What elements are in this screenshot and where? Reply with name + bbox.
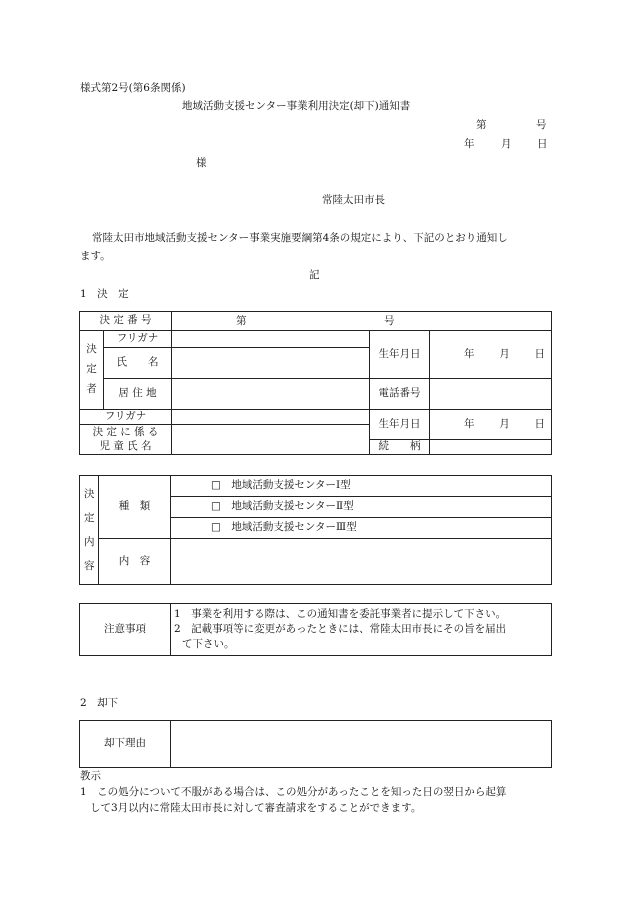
content-label: 決 定 内 容	[80, 476, 99, 585]
child-birth-date-cell[interactable]: 年 月 日	[430, 410, 552, 440]
addressee-suffix: 様	[196, 157, 207, 169]
issuer: 常陸太田市長	[322, 194, 385, 206]
type-option-1[interactable]: □ 地域活動支援センターⅠ型	[171, 476, 552, 497]
document-title: 地域活動支援センター事業利用決定(却下)通知書	[182, 100, 411, 112]
instruction-heading: 教示	[80, 770, 101, 782]
ki-marker: 記	[309, 269, 320, 281]
section2-heading: 2 却下	[80, 697, 119, 709]
child-furigana-label: フリガナ	[80, 410, 172, 425]
reason-label: 却下理由	[80, 721, 171, 768]
decision-no-prefix: 第	[236, 315, 247, 327]
child-birth-label: 生年月日	[370, 410, 430, 440]
detail-input[interactable]	[171, 539, 552, 585]
birth-date-cell[interactable]: 年 月 日	[430, 331, 552, 379]
birth-label: 生年月日	[370, 331, 430, 379]
child-name-label: 決 定 に 係 る 児 童 氏 名	[80, 425, 172, 455]
form-number: 様式第2号(第6条関係)	[80, 82, 186, 94]
phone-input[interactable]	[430, 379, 552, 410]
relation-label: 続 柄	[370, 440, 430, 455]
name-input[interactable]	[172, 348, 370, 379]
date-year: 年	[464, 138, 475, 150]
content-table	[79, 475, 552, 585]
notes-table	[79, 603, 552, 656]
instruction-line2: して3月以内に常陸太田市長に対して審査請求をすることができます。	[90, 802, 422, 814]
instruction-line1: 1 この処分について不服がある場合は、この処分があったことを知った日の翌日から起算	[80, 786, 507, 798]
rejection-table	[79, 720, 552, 768]
doc-number-prefix: 第	[476, 119, 487, 131]
notes-content	[171, 604, 552, 656]
doc-number-suffix: 号	[536, 119, 547, 131]
type-option-3[interactable]: □ 地域活動支援センターⅢ型	[171, 518, 552, 539]
address-input[interactable]	[172, 379, 370, 410]
decision-table	[79, 311, 552, 455]
body-text-line2: ます。	[80, 250, 111, 262]
note-2b: て下さい。	[182, 638, 235, 651]
section1-heading: 1 決 定	[80, 288, 129, 300]
note-2a: 2 記載事項等に変更があったときには、常陸太田市長にその旨を届出	[174, 622, 507, 635]
child-furigana-input[interactable]	[172, 410, 370, 425]
decision-no-suffix: 号	[384, 315, 395, 327]
date-day: 日	[537, 138, 548, 150]
decision-no-cell[interactable]	[172, 312, 552, 331]
address-label: 居 住 地	[104, 379, 172, 410]
type-label: 種 類	[99, 476, 171, 539]
reason-input[interactable]	[171, 721, 552, 768]
name-label: 氏 名	[104, 348, 172, 379]
detail-label: 内 容	[99, 539, 171, 585]
note-1: 1 事業を利用する際は、この通知書を委託事業者に提示して下さい。	[174, 607, 507, 620]
furigana-input[interactable]	[172, 331, 370, 348]
furigana-label: フリガナ	[104, 331, 172, 348]
body-text-line1: 常陸太田市地域活動支援センター事業実施要綱第4条の規定により、下記のとおり通知し	[92, 232, 508, 244]
decision-no-label: 決 定 番 号	[80, 312, 172, 331]
notes-label: 注意事項	[80, 604, 171, 656]
decided-person-label: 決 定 者	[80, 331, 104, 410]
phone-label: 電話番号	[370, 379, 430, 410]
type-option-2[interactable]: □ 地域活動支援センターⅡ型	[171, 497, 552, 518]
relation-input[interactable]	[430, 440, 552, 455]
child-name-input[interactable]	[172, 425, 370, 455]
date-month: 月	[501, 138, 512, 150]
